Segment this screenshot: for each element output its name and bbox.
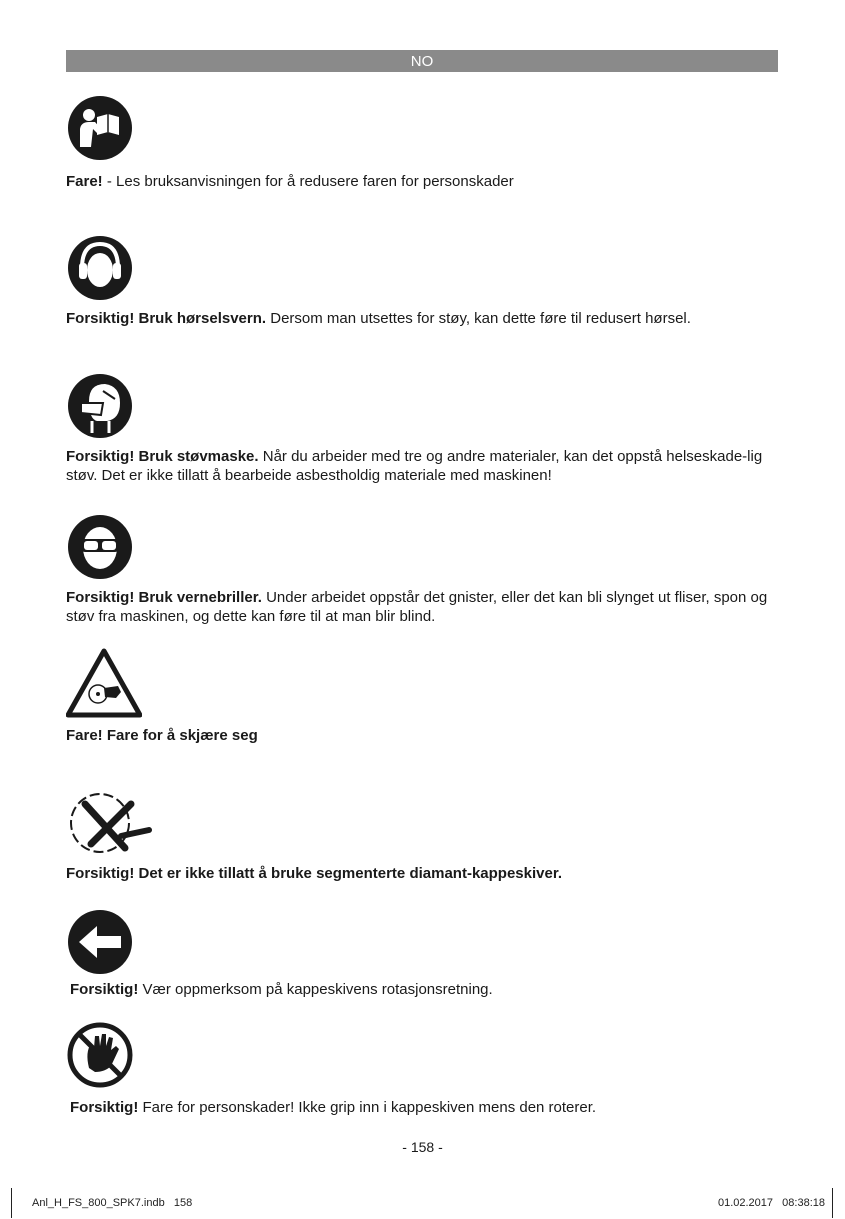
no-hand-contact-icon — [67, 1022, 133, 1088]
dust-mask-icon — [67, 373, 133, 439]
warning-dust-mask: Forsiktig! Bruk støvmaske. Når du arbeider med tre og andre materialer, kan det oppstå helseskade-lig støv. Det er ikke tillatt å bearbeide asbestholdig materiale med maskinen! — [66, 448, 763, 484]
warning-goggles: Forsiktig! Bruk vernebriller. Under arbeidet oppstår det gnister, eller det kan bli slynget ut fliser, spon og støv fra maskinen, og dette kan føre til at man blir blind. — [66, 589, 768, 625]
warning-rotation: Forsiktig! Vær oppmerksom på kappeskivens rotasjonsretning. — [70, 981, 493, 998]
read-manual-icon — [67, 95, 133, 161]
warning-read-manual: Fare! - Les bruksanvisningen for å redusere faren for personskader — [66, 173, 514, 190]
ear-protection-icon — [67, 235, 133, 301]
warning-no-hand-contact: Forsiktig! Fare for personskader! Ikke grip inn i kappeskiven mens den roterer. — [70, 1099, 597, 1116]
footer-file-name: Anl_H_FS_800_SPK7.indb 158 — [32, 1197, 193, 1209]
crop-mark-left — [11, 1188, 12, 1218]
safety-goggles-icon — [67, 514, 133, 580]
crop-mark-right — [832, 1188, 833, 1218]
no-segmented-disc-icon — [67, 790, 155, 856]
warning-hearing: Forsiktig! Bruk hørselsvern. Dersom man utsettes for støy, kan dette føre til redusert hørsel. — [66, 310, 691, 327]
footer-timestamp: 01.02.2017 08:38:18 — [717, 1197, 825, 1209]
warning-segmented-disc: Forsiktig! Det er ikke tillatt å bruke segmenterte diamant-kappeskiver. — [66, 865, 563, 882]
language-code: NO — [410, 52, 434, 70]
rotation-arrow-icon — [67, 909, 133, 975]
warning-cut-hazard: Fare! Fare for å skjære seg — [66, 727, 258, 744]
page-number: - 158 - — [402, 1139, 443, 1155]
language-header-bar — [66, 50, 778, 72]
cut-hazard-warning-icon — [66, 648, 142, 718]
